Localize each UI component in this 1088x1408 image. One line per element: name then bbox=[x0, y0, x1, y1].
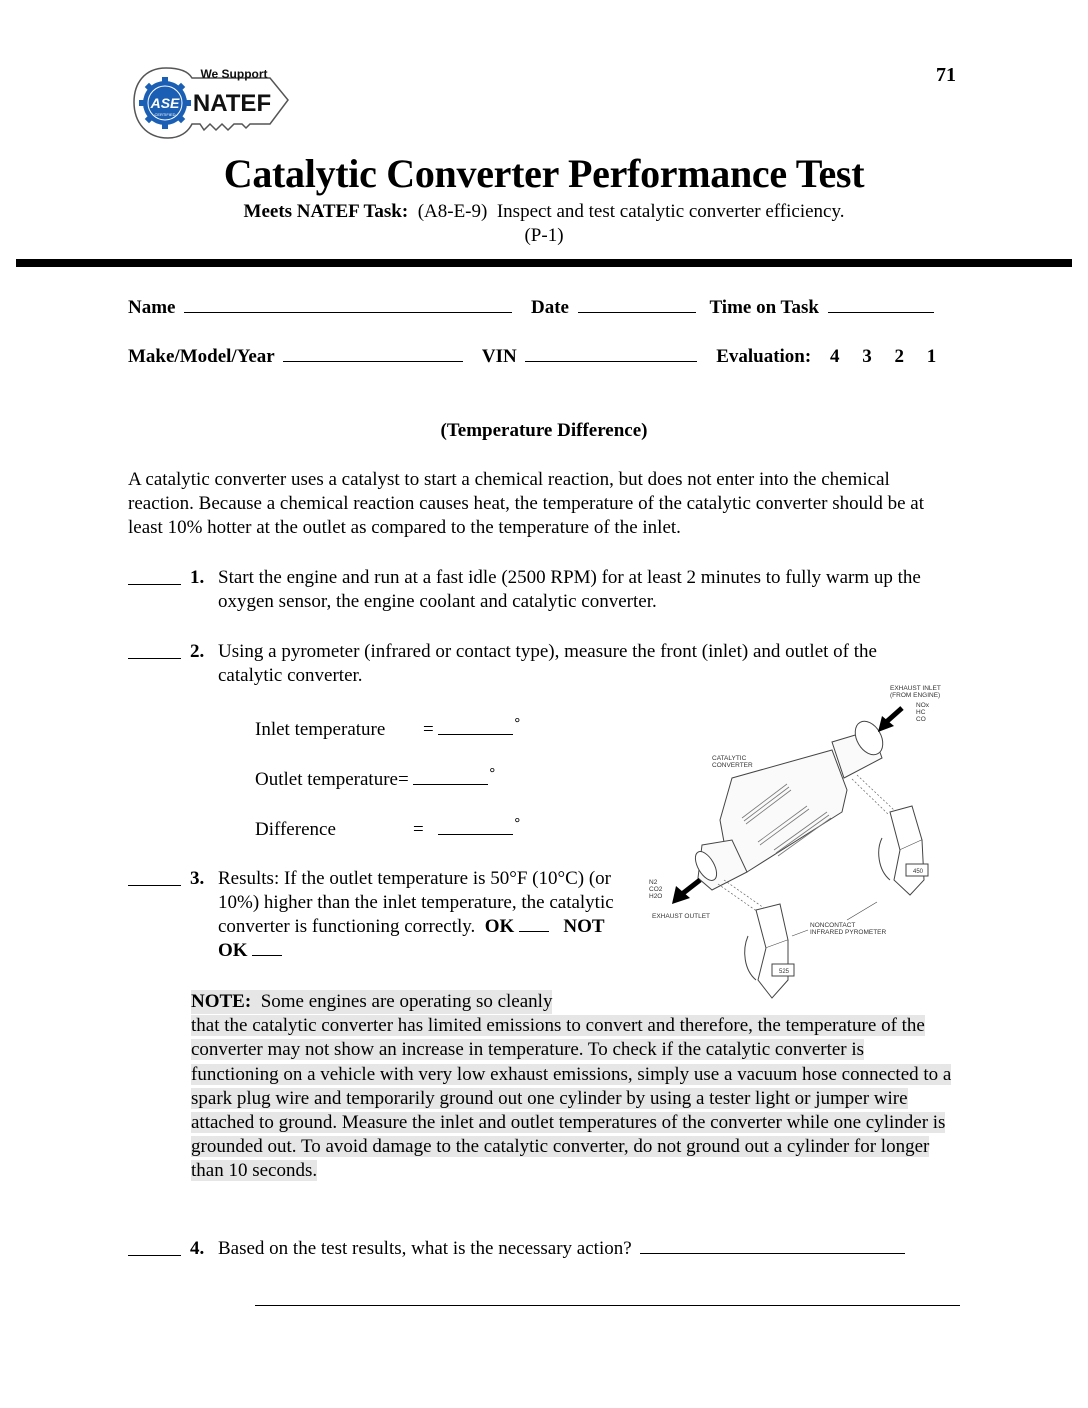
svg-text:CATALYTIC: CATALYTIC bbox=[712, 755, 747, 762]
evaluation-option-2[interactable]: 2 bbox=[894, 346, 904, 367]
svg-text:NONCONTACT: NONCONTACT bbox=[810, 922, 856, 929]
time-on-task-field[interactable] bbox=[828, 296, 934, 313]
date-label: Date bbox=[530, 297, 569, 318]
svg-text:N2: N2 bbox=[649, 879, 658, 886]
inlet-arrow-icon bbox=[878, 708, 902, 732]
svg-text:EXHAUST INLET: EXHAUST INLET bbox=[890, 685, 941, 692]
svg-text:H2O: H2O bbox=[649, 893, 663, 900]
task-code: (A8-E-9) bbox=[417, 201, 488, 222]
intro-paragraph: A catalytic converter uses a catalyst to start a chemical reaction, but does not enter into the chemical reaction. Because a chemical reaction causes heat, the temperature of the catalytic converter should be at least 10% hotter at the outlet as compared to the temperature of the inlet. bbox=[128, 469, 925, 538]
form-row-1 bbox=[128, 296, 934, 319]
page-title: Catalytic Converter Performance Test bbox=[223, 151, 865, 196]
ok-field[interactable] bbox=[519, 915, 549, 932]
form-row-2 bbox=[128, 345, 936, 368]
inlet-temperature-label: Inlet temperature bbox=[255, 719, 386, 740]
outlet-reading: 525 bbox=[778, 969, 790, 975]
svg-text:INFRARED PYROMETER: INFRARED PYROMETER bbox=[810, 929, 887, 936]
inlet-temperature-field[interactable] bbox=[438, 716, 513, 735]
outlet-temperature-label: Outlet temperature bbox=[255, 769, 398, 790]
step-4-checkbox-line[interactable] bbox=[128, 1255, 181, 1256]
catalytic-converter-figure bbox=[632, 680, 960, 1010]
outlet-temperature-field[interactable] bbox=[413, 766, 488, 785]
note-first-line: Some engines are operating so cleanly bbox=[260, 991, 553, 1012]
step-1 bbox=[128, 566, 928, 616]
name-field[interactable] bbox=[184, 296, 512, 313]
svg-text:EXHAUST OUTLET: EXHAUST OUTLET bbox=[652, 913, 711, 920]
pyrometer-icon bbox=[745, 904, 794, 998]
outlet-temperature-row: Outlet temperature= ° bbox=[255, 766, 496, 790]
degree-symbol: ° bbox=[514, 716, 521, 731]
ase-natef-logo bbox=[130, 62, 295, 144]
step-2-checkbox-line[interactable] bbox=[128, 658, 181, 659]
evaluation-option-1[interactable]: 1 bbox=[926, 346, 937, 367]
svg-text:NOx: NOx bbox=[916, 702, 929, 709]
step-3-checkbox-line[interactable] bbox=[128, 885, 181, 886]
inlet-reading: 450 bbox=[912, 869, 924, 875]
svg-text:We Support: We Support bbox=[200, 67, 268, 81]
step-number: 2. bbox=[190, 641, 205, 662]
step-1-checkbox-line[interactable] bbox=[128, 584, 181, 585]
note-label: NOTE: bbox=[191, 991, 252, 1012]
step-number: 3. bbox=[190, 868, 205, 889]
difference-label: Difference bbox=[255, 819, 336, 840]
degree-symbol: ° bbox=[489, 766, 496, 781]
not-ok-field[interactable] bbox=[252, 939, 282, 956]
inlet-temperature-row: Inlet temperature = ° bbox=[255, 716, 521, 740]
svg-text:NATEF: NATEF bbox=[192, 90, 272, 117]
make-model-year-label: Make/Model/Year bbox=[128, 346, 275, 367]
svg-text:ASE: ASE bbox=[150, 95, 180, 111]
step-number: 4. bbox=[190, 1238, 205, 1259]
time-on-task-label: Time on Task bbox=[709, 297, 819, 318]
step-number: 1. bbox=[190, 567, 205, 588]
make-model-year-field[interactable] bbox=[283, 345, 463, 362]
not-ok-label: NOT OK bbox=[218, 916, 605, 961]
difference-field[interactable] bbox=[438, 816, 513, 835]
necessary-action-field[interactable] bbox=[640, 1237, 905, 1254]
svg-text:(FROM ENGINE): (FROM ENGINE) bbox=[890, 692, 941, 699]
task-priority: (P-1) bbox=[524, 225, 564, 246]
step-text: Based on the test results, what is the necessary action? bbox=[218, 1238, 632, 1259]
svg-text:HC: HC bbox=[916, 709, 926, 716]
header-divider bbox=[16, 259, 1072, 267]
note-body: that the catalytic converter has limited emissions to convert and therefore, the temperature of the converter may not show an increase in temperature. To check if the catalytic converter is functioning on a vehicle with very low exhaust emissions, simply use a vacuum hose connected to a spark plug wire and temporarily ground out one cylinder by using a tester light or jumper wire attached to ground. Measure the inlet and outlet temperatures of the converter while one cylinder is grounded out. To avoid damage to the catalytic converter, do not ground out a cylinder for longer than 10 seconds. bbox=[191, 1015, 952, 1182]
natef-task bbox=[0, 200, 1088, 248]
task-label: Meets NATEF Task: bbox=[243, 201, 409, 222]
step-3 bbox=[128, 867, 648, 967]
necessary-action-field-line-2[interactable] bbox=[255, 1305, 960, 1306]
note-box bbox=[191, 990, 956, 1184]
evaluation-label: Evaluation: bbox=[716, 346, 812, 367]
date-field[interactable] bbox=[578, 296, 696, 313]
step-text: Start the engine and run at a fast idle (2500 RPM) for at least 2 minutes to fully warm up the oxygen sensor, the engine coolant and catalytic converter. bbox=[218, 567, 921, 612]
svg-text:CO2: CO2 bbox=[649, 886, 663, 893]
evaluation-option-4[interactable]: 4 bbox=[829, 346, 840, 367]
page-number: 71 bbox=[936, 64, 956, 86]
vin-label: VIN bbox=[481, 346, 517, 367]
step-4 bbox=[128, 1237, 968, 1267]
svg-text:CERTIFIED: CERTIFIED bbox=[154, 112, 176, 117]
step-text: Using a pyrometer (infrared or contact type), measure the front (inlet) and outlet of the catalytic converter. bbox=[218, 641, 877, 686]
pyrometer-icon bbox=[879, 806, 928, 895]
vin-field[interactable] bbox=[525, 345, 697, 362]
svg-text:CO: CO bbox=[916, 716, 926, 723]
outlet-arrow-icon bbox=[672, 880, 700, 904]
name-label: Name bbox=[128, 297, 176, 318]
svg-text:CONVERTER: CONVERTER bbox=[712, 762, 753, 769]
evaluation-option-3[interactable]: 3 bbox=[862, 346, 872, 367]
degree-symbol: ° bbox=[514, 816, 521, 831]
section-subtitle: (Temperature Difference) bbox=[440, 420, 648, 441]
converter-illustration bbox=[691, 716, 888, 890]
difference-row: Difference = ° bbox=[255, 816, 521, 840]
task-description: Inspect and test catalytic converter efficiency. bbox=[496, 201, 845, 222]
ok-label: OK bbox=[484, 916, 515, 937]
step-text: Results: If the outlet temperature is 50°F (10°C) (or 10%) higher than the inlet temperature, the catalytic converter is functioning correctly. OK NOT OK bbox=[218, 868, 614, 961]
